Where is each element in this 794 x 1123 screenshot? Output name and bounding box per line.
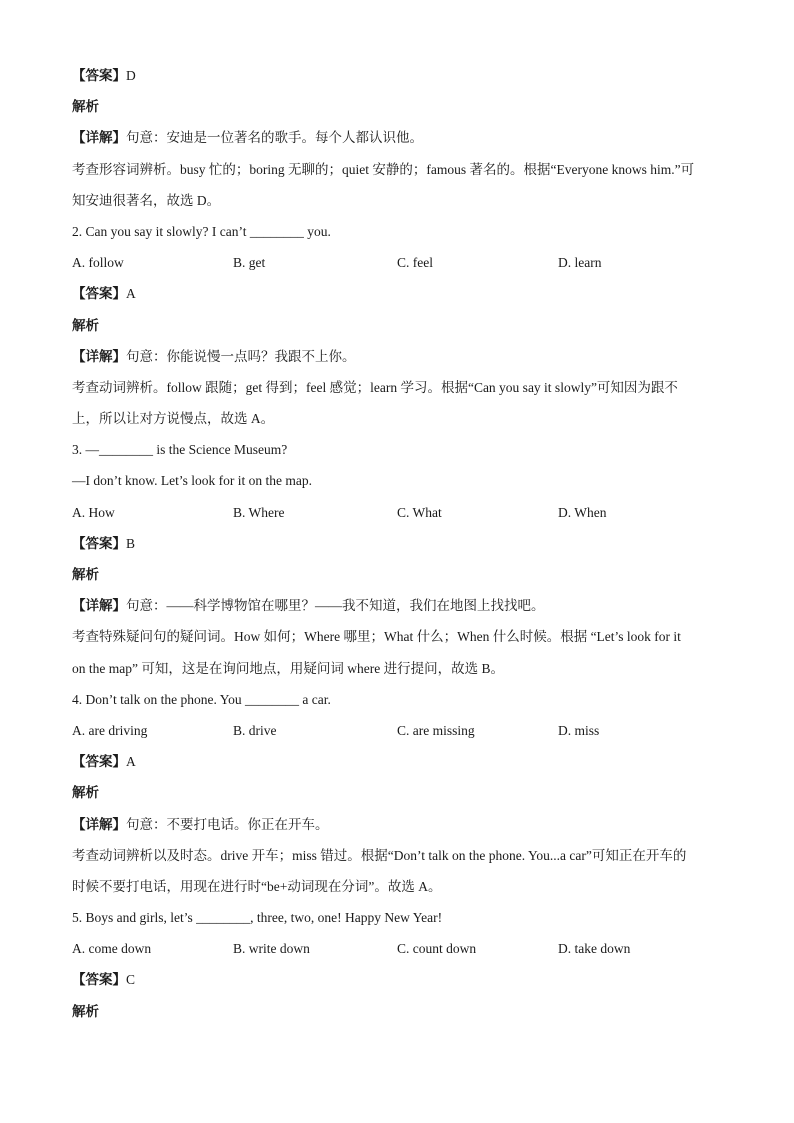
option-d: D. take down: [558, 941, 631, 957]
explanation-line: 时候不要打电话，用现在进行时“be+动词现在分词”。故选 A。: [72, 878, 442, 894]
detail-tag: 【详解】: [72, 130, 126, 147]
explanation-line: on the map” 可知，这是在询问地点，用疑问词 where 进行提问，故选 B。: [72, 660, 504, 676]
option-b: B. drive: [233, 722, 277, 738]
answer-value: A: [126, 286, 136, 302]
option-d: D. learn: [558, 255, 602, 271]
analysis-tag: 解析: [72, 785, 99, 802]
explanation-line: 上，所以让对方说慢点，故选 A。: [72, 411, 275, 427]
detail-tag: 【详解】: [72, 348, 126, 365]
option-c: C. feel: [397, 255, 433, 271]
option-c: C. What: [397, 504, 442, 520]
detail-text: 句意：——科学博物馆在哪里？——我不知道，我们在地图上找找吧。: [126, 598, 545, 614]
answer-tag: 【答案】: [72, 535, 126, 552]
question-stem-q2: 2. Can you say it slowly? I can’t ________ you.: [72, 223, 331, 239]
answer-line-q5: [72, 964, 732, 995]
detail-line-q2: [72, 341, 732, 372]
analysis-heading-q4: [72, 777, 732, 808]
option-b: B. write down: [233, 941, 310, 957]
analysis-heading-q3: [72, 559, 732, 590]
detail-tag: 【详解】: [72, 816, 126, 833]
detail-text: 句意：不要打电话。你正在开车。: [126, 816, 329, 832]
answer-value: D: [126, 68, 136, 83]
analysis-tag: 解析: [72, 567, 99, 583]
answer-line-q4: [72, 746, 732, 777]
analysis-tag: 解析: [72, 99, 99, 116]
option-c: C. count down: [397, 941, 477, 957]
detail-text: 句意：安迪是一位著名的歌手。每个人都认识他。: [126, 130, 423, 146]
option-d: D. When: [558, 504, 607, 520]
analysis-tag: 解析: [72, 317, 99, 334]
question-stem-q3: 3. —________ is the Science Museum?: [72, 442, 288, 458]
option-b: B. get: [233, 255, 266, 271]
option-c: C. are missing: [397, 722, 475, 738]
document-page: [72, 60, 732, 1027]
options-row-q4: [72, 715, 732, 746]
detail-line-q4: [72, 809, 732, 840]
detail-tag: 【详解】: [72, 598, 126, 615]
analysis-tag: 解析: [72, 1003, 99, 1020]
answer-line-q3: [72, 528, 732, 559]
explanation-line: 考查形容词辨析。busy 忙的；boring 无聊的；quiet 安静的；famous 著名的。根据“Everyone knows him.”可: [72, 161, 695, 177]
option-a: A. follow: [72, 255, 124, 271]
detail-line-q3: [72, 590, 732, 621]
option-a: A. How: [72, 504, 115, 520]
options-row-q3: [72, 497, 732, 528]
options-row-q2: [72, 247, 732, 278]
analysis-heading-q1: [72, 91, 732, 122]
analysis-heading-q5: [72, 996, 732, 1027]
question-stem-q3-reply: —I don’t know. Let’s look for it on the map.: [72, 473, 312, 489]
answer-tag: 【答案】: [72, 68, 126, 84]
explanation-line: 考查动词辨析以及时态。drive 开车；miss 错过。根据“Don’t talk on the phone. You...a car”可知正在开车的: [72, 847, 687, 863]
analysis-heading-q2: [72, 310, 732, 341]
answer-tag: 【答案】: [72, 754, 126, 771]
answer-tag: 【答案】: [72, 286, 126, 303]
answer-value: B: [126, 535, 136, 551]
question-stem-q5: 5. Boys and girls, let’s ________, three, two, one! Happy New Year!: [72, 910, 443, 926]
explanation-line: 考查动词辨析。follow 跟随；get 得到；feel 感觉；learn 学习。根据“Can you say it slowly”可知因为跟不: [72, 379, 678, 395]
options-row-q5: [72, 933, 732, 964]
answer-line-q2: [72, 278, 732, 309]
answer-line-q1: [72, 60, 732, 91]
detail-line-q1: [72, 122, 732, 153]
detail-text: 句意：你能说慢一点吗？我跟不上你。: [126, 348, 356, 364]
answer-tag: 【答案】: [72, 972, 126, 989]
explanation-line: 知安迪很著名，故选 D。: [72, 192, 221, 208]
explanation-line: 考查特殊疑问句的疑问词。How 如何；Where 哪里；What 什么；When 什么时候。根据 “Let’s look for it: [72, 629, 681, 645]
question-stem-q4: 4. Don’t talk on the phone. You ________ a car.: [72, 691, 331, 707]
answer-value: A: [126, 754, 136, 770]
answer-value: C: [126, 972, 136, 988]
option-b: B. Where: [233, 504, 285, 520]
option-d: D. miss: [558, 722, 600, 738]
option-a: A. come down: [72, 941, 152, 957]
option-a: A. are driving: [72, 722, 148, 738]
